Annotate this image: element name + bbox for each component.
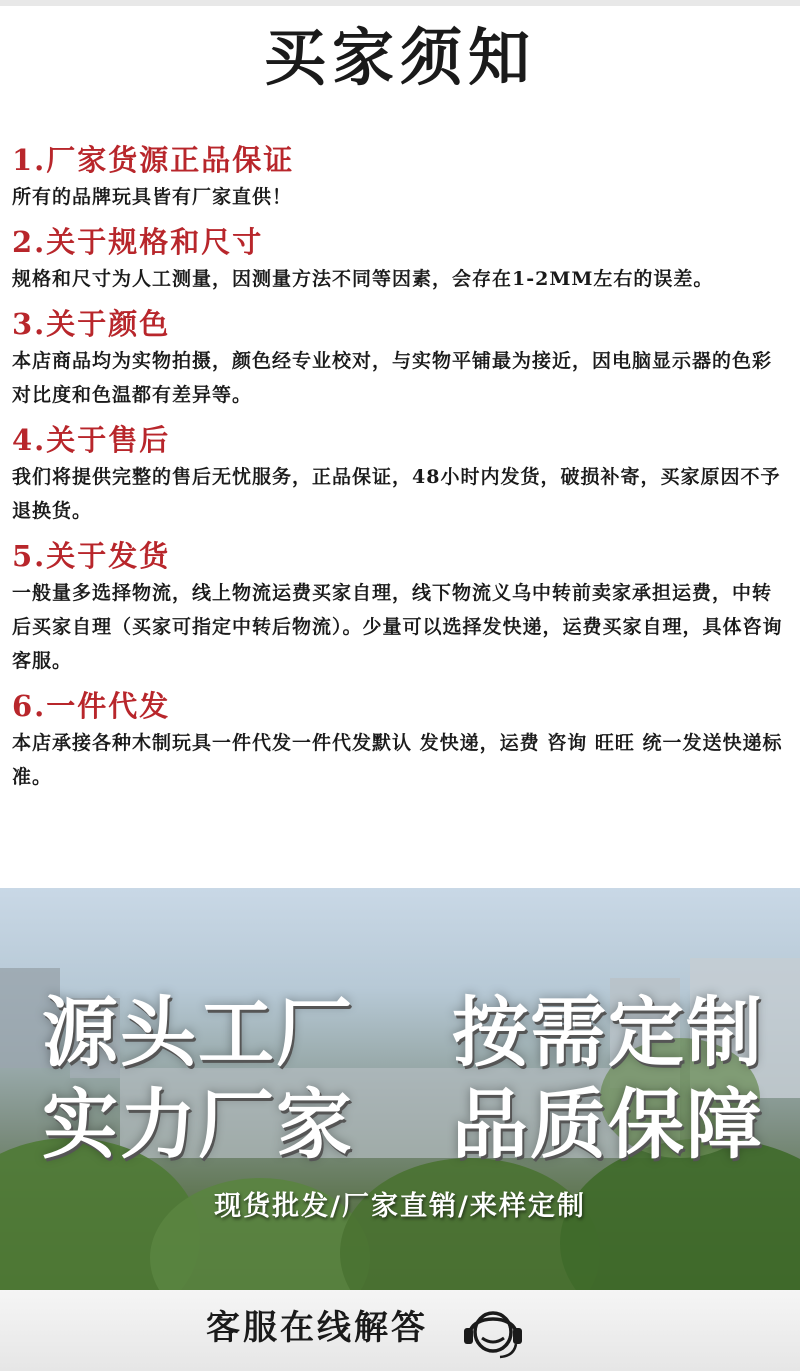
top-strip bbox=[0, 0, 800, 6]
notice-body: 我们将提供完整的售后无忧服务，正品保证，48小时内发货，破损补寄，买家原因不予退换货。 bbox=[12, 466, 781, 522]
customer-service-bar[interactable] bbox=[0, 1290, 800, 1371]
banner-slogan-custom-order: 按需定制 bbox=[452, 988, 764, 1077]
notice-heading: 6.一件代发 bbox=[12, 689, 171, 723]
notice-body: 规格和尺寸为人工测量，因测量方法不同等因素，会存在1-2MM左右的误差。 bbox=[12, 268, 714, 290]
notice-item bbox=[12, 536, 788, 678]
headset-icon bbox=[460, 1302, 526, 1362]
banner-subtitle: 现货批发/厂家直销/来样定制 bbox=[214, 1191, 586, 1222]
notice-body: 一般量多选择物流，线上物流运费买家自理，线下物流义乌中转前卖家承担运费，中转后买家自理（买家可指定中转后物流）。少量可以选择发快递，运费买家自理，具体咨询客服。 bbox=[12, 582, 783, 672]
notice-heading: 5.关于发货 bbox=[12, 539, 171, 573]
notice-list bbox=[12, 140, 788, 802]
notice-item bbox=[12, 222, 788, 296]
background-tree bbox=[340, 1158, 600, 1290]
notice-item bbox=[12, 686, 788, 794]
notice-item bbox=[12, 420, 788, 528]
notice-heading: 4.关于售后 bbox=[12, 423, 171, 457]
notice-heading: 2.关于规格和尺寸 bbox=[12, 225, 264, 259]
customer-service-label: 客服在线解答 bbox=[206, 1308, 428, 1348]
factory-banner bbox=[0, 888, 800, 1290]
notice-body: 本店商品均为实物拍摄，颜色经专业校对，与实物平铺最为接近，因电脑显示器的色彩对比度和色温都有差异等。 bbox=[12, 350, 773, 406]
notice-heading: 3.关于颜色 bbox=[12, 307, 171, 341]
notice-item bbox=[12, 140, 788, 214]
banner-slogan-quality-guarantee: 品质保障 bbox=[452, 1080, 764, 1169]
page-title: 买家须知 bbox=[263, 21, 536, 94]
notice-body: 所有的品牌玩具皆有厂家直供！ bbox=[12, 186, 293, 208]
notice-heading: 1.厂家货源正品保证 bbox=[12, 143, 295, 177]
notice-body: 本店承接各种木制玩具一件代发一件代发默认 发快递，运费 咨询 旺旺 统一发送快递标准。 bbox=[12, 732, 783, 788]
notice-item bbox=[12, 304, 788, 412]
banner-slogan-strong-manufacturer: 实力厂家 bbox=[42, 1080, 354, 1169]
banner-slogan-source-factory: 源头工厂 bbox=[42, 988, 354, 1077]
